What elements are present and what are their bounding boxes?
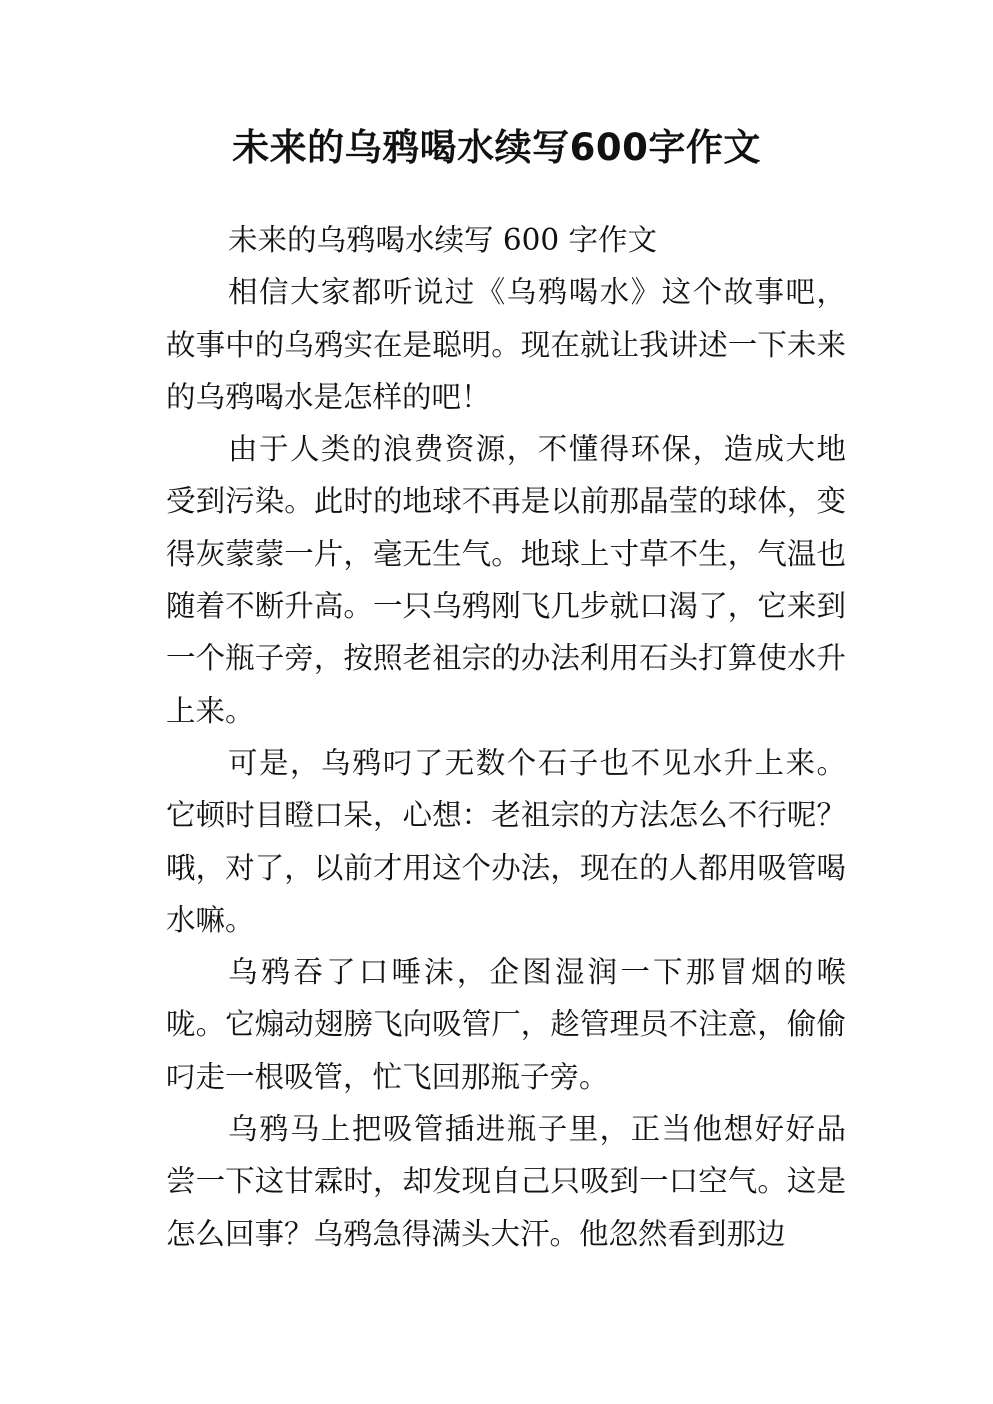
paragraph: 可是，乌鸦叼了无数个石子也不见水升上来。它顿时目瞪口呆，心想：老祖宗的方法怎么不行呢？哦，对了，以前才用这个办法，现在的人都用吸管喝水嘛。 <box>166 745 846 937</box>
paragraph: 相信大家都听说过《乌鸦喝水》这个故事吧，故事中的乌鸦实在是聪明。现在就让我讲述一下未来的乌鸦喝水是怎样的吧！ <box>166 275 846 414</box>
paragraph: 由于人类的浪费资源，不懂得环保，造成大地受到污染。此时的地球不再是以前那晶莹的球体，变得灰蒙蒙一片，毫无生气。地球上寸草不生，气温也随着不断升高。一只乌鸦刚飞几步就口渴了，它来到一个瓶子旁，按照老祖宗的办法利用石头打算使水升上来。 <box>166 432 846 728</box>
document-body <box>166 214 846 1260</box>
paragraph-heading-repeat: 未来的乌鸦喝水续写 600 字作文 <box>228 223 658 257</box>
document-title: 未来的乌鸦喝水续写600字作文 <box>232 126 761 169</box>
paragraph: 乌鸦马上把吸管插进瓶子里，正当他想好好品尝一下这甘霖时，却发现自己只吸到一口空气。这是怎么回事？乌鸦急得满头大汗。他忽然看到那边 <box>166 1112 846 1251</box>
paragraph: 乌鸦吞了口唾沫，企图湿润一下那冒烟的喉咙。它煽动翅膀飞向吸管厂，趁管理员不注意，偷偷叼走一根吸管，忙飞回那瓶子旁。 <box>166 955 846 1094</box>
